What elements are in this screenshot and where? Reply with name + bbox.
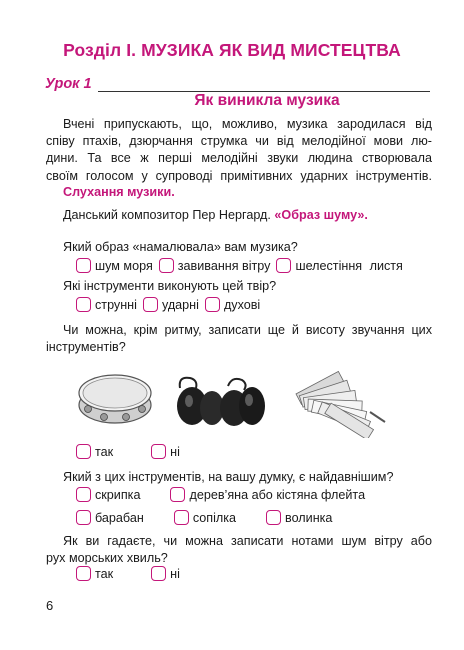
question-5-line: рух морських хвиль? [46,551,168,566]
question-2-options [76,297,266,312]
checkbox[interactable] [170,487,185,502]
checkbox[interactable] [76,258,91,273]
question-3 [46,322,432,356]
listening-heading: Слухання музики. [63,185,175,199]
intro-line: своїм голосом у супроводі примітивних ударних інструментів. [46,168,432,183]
intro-line: дини. Та все ж перші мелодійні звуки людина створювала [46,151,432,166]
option-no[interactable]: ні [151,444,180,459]
option-sea-noise[interactable]: шум моря [76,258,153,273]
option-flute[interactable]: дерев’яна або кістяна флейта [170,487,365,502]
option-strings[interactable]: струнні [76,297,137,312]
question-1: Який образ «намалювала» вам музика? [63,240,298,254]
option-leaves-rustle[interactable]: шелестіння листя [276,258,402,273]
checkbox[interactable] [205,297,220,312]
option-bagpipe[interactable]: волинка [266,510,332,525]
checkbox[interactable] [76,510,91,525]
checkbox[interactable] [76,444,91,459]
question-1-options [76,258,409,273]
option-yes[interactable]: так [76,566,113,581]
checkbox[interactable] [143,297,158,312]
question-3-line: Чи можна, крім ритму, записати ще й висоту звучання цих [63,323,432,337]
option-sopilka[interactable]: сопілка [174,510,236,525]
question-4-options-row-1 [76,487,371,502]
checkbox[interactable] [266,510,281,525]
question-5-options [76,566,186,581]
option-percussion[interactable]: ударні [143,297,199,312]
checkbox[interactable] [151,444,166,459]
intro-paragraph [46,116,432,185]
checkbox[interactable] [276,258,291,273]
checkbox[interactable] [151,566,166,581]
lesson-title: Як виникла музика [194,92,340,109]
option-winds[interactable]: духові [205,297,260,312]
option-yes[interactable]: так [76,444,113,459]
question-5-line: Як ви гадаєте, чи можна записати нотами шум вітру або [63,534,432,548]
composer-line [63,208,368,222]
option-drum[interactable]: барабан [76,510,144,525]
intro-line: Вчені припускають, що, можливо, музика зародилася від [63,117,432,131]
question-5 [46,533,432,567]
intro-line: співу птахів, дзюрчання струмка чи від мелодійної мови лю- [46,134,432,149]
lesson-label: Урок 1 [45,76,92,92]
page-number: 6 [46,598,54,613]
option-wind-howl[interactable]: завивання вітру [159,258,271,273]
checkbox[interactable] [76,566,91,581]
option-no[interactable]: ні [151,566,180,581]
tambourine-image [74,367,156,429]
question-4: Який з цих інструментів, на вашу думку, є найдавнішим? [63,470,394,484]
question-4-options-row-2 [76,510,338,525]
section-title: Розділ І. МУЗИКА ЯК ВИД МИСТЕЦТВА [63,40,401,60]
composer-text: Данський композитор Пер Нергард. [63,208,271,222]
work-title: «Образ шуму». [274,208,368,222]
checkbox[interactable] [159,258,174,273]
question-3-options [76,444,186,459]
flexatone-image [290,362,390,438]
checkbox[interactable] [76,297,91,312]
option-violin[interactable]: скрипка [76,487,140,502]
checkbox[interactable] [174,510,189,525]
question-2: Які інструменти виконують цей твір? [63,279,277,293]
checkbox[interactable] [76,487,91,502]
question-3-line: інструментів? [46,340,126,355]
castanets-image [172,374,268,430]
